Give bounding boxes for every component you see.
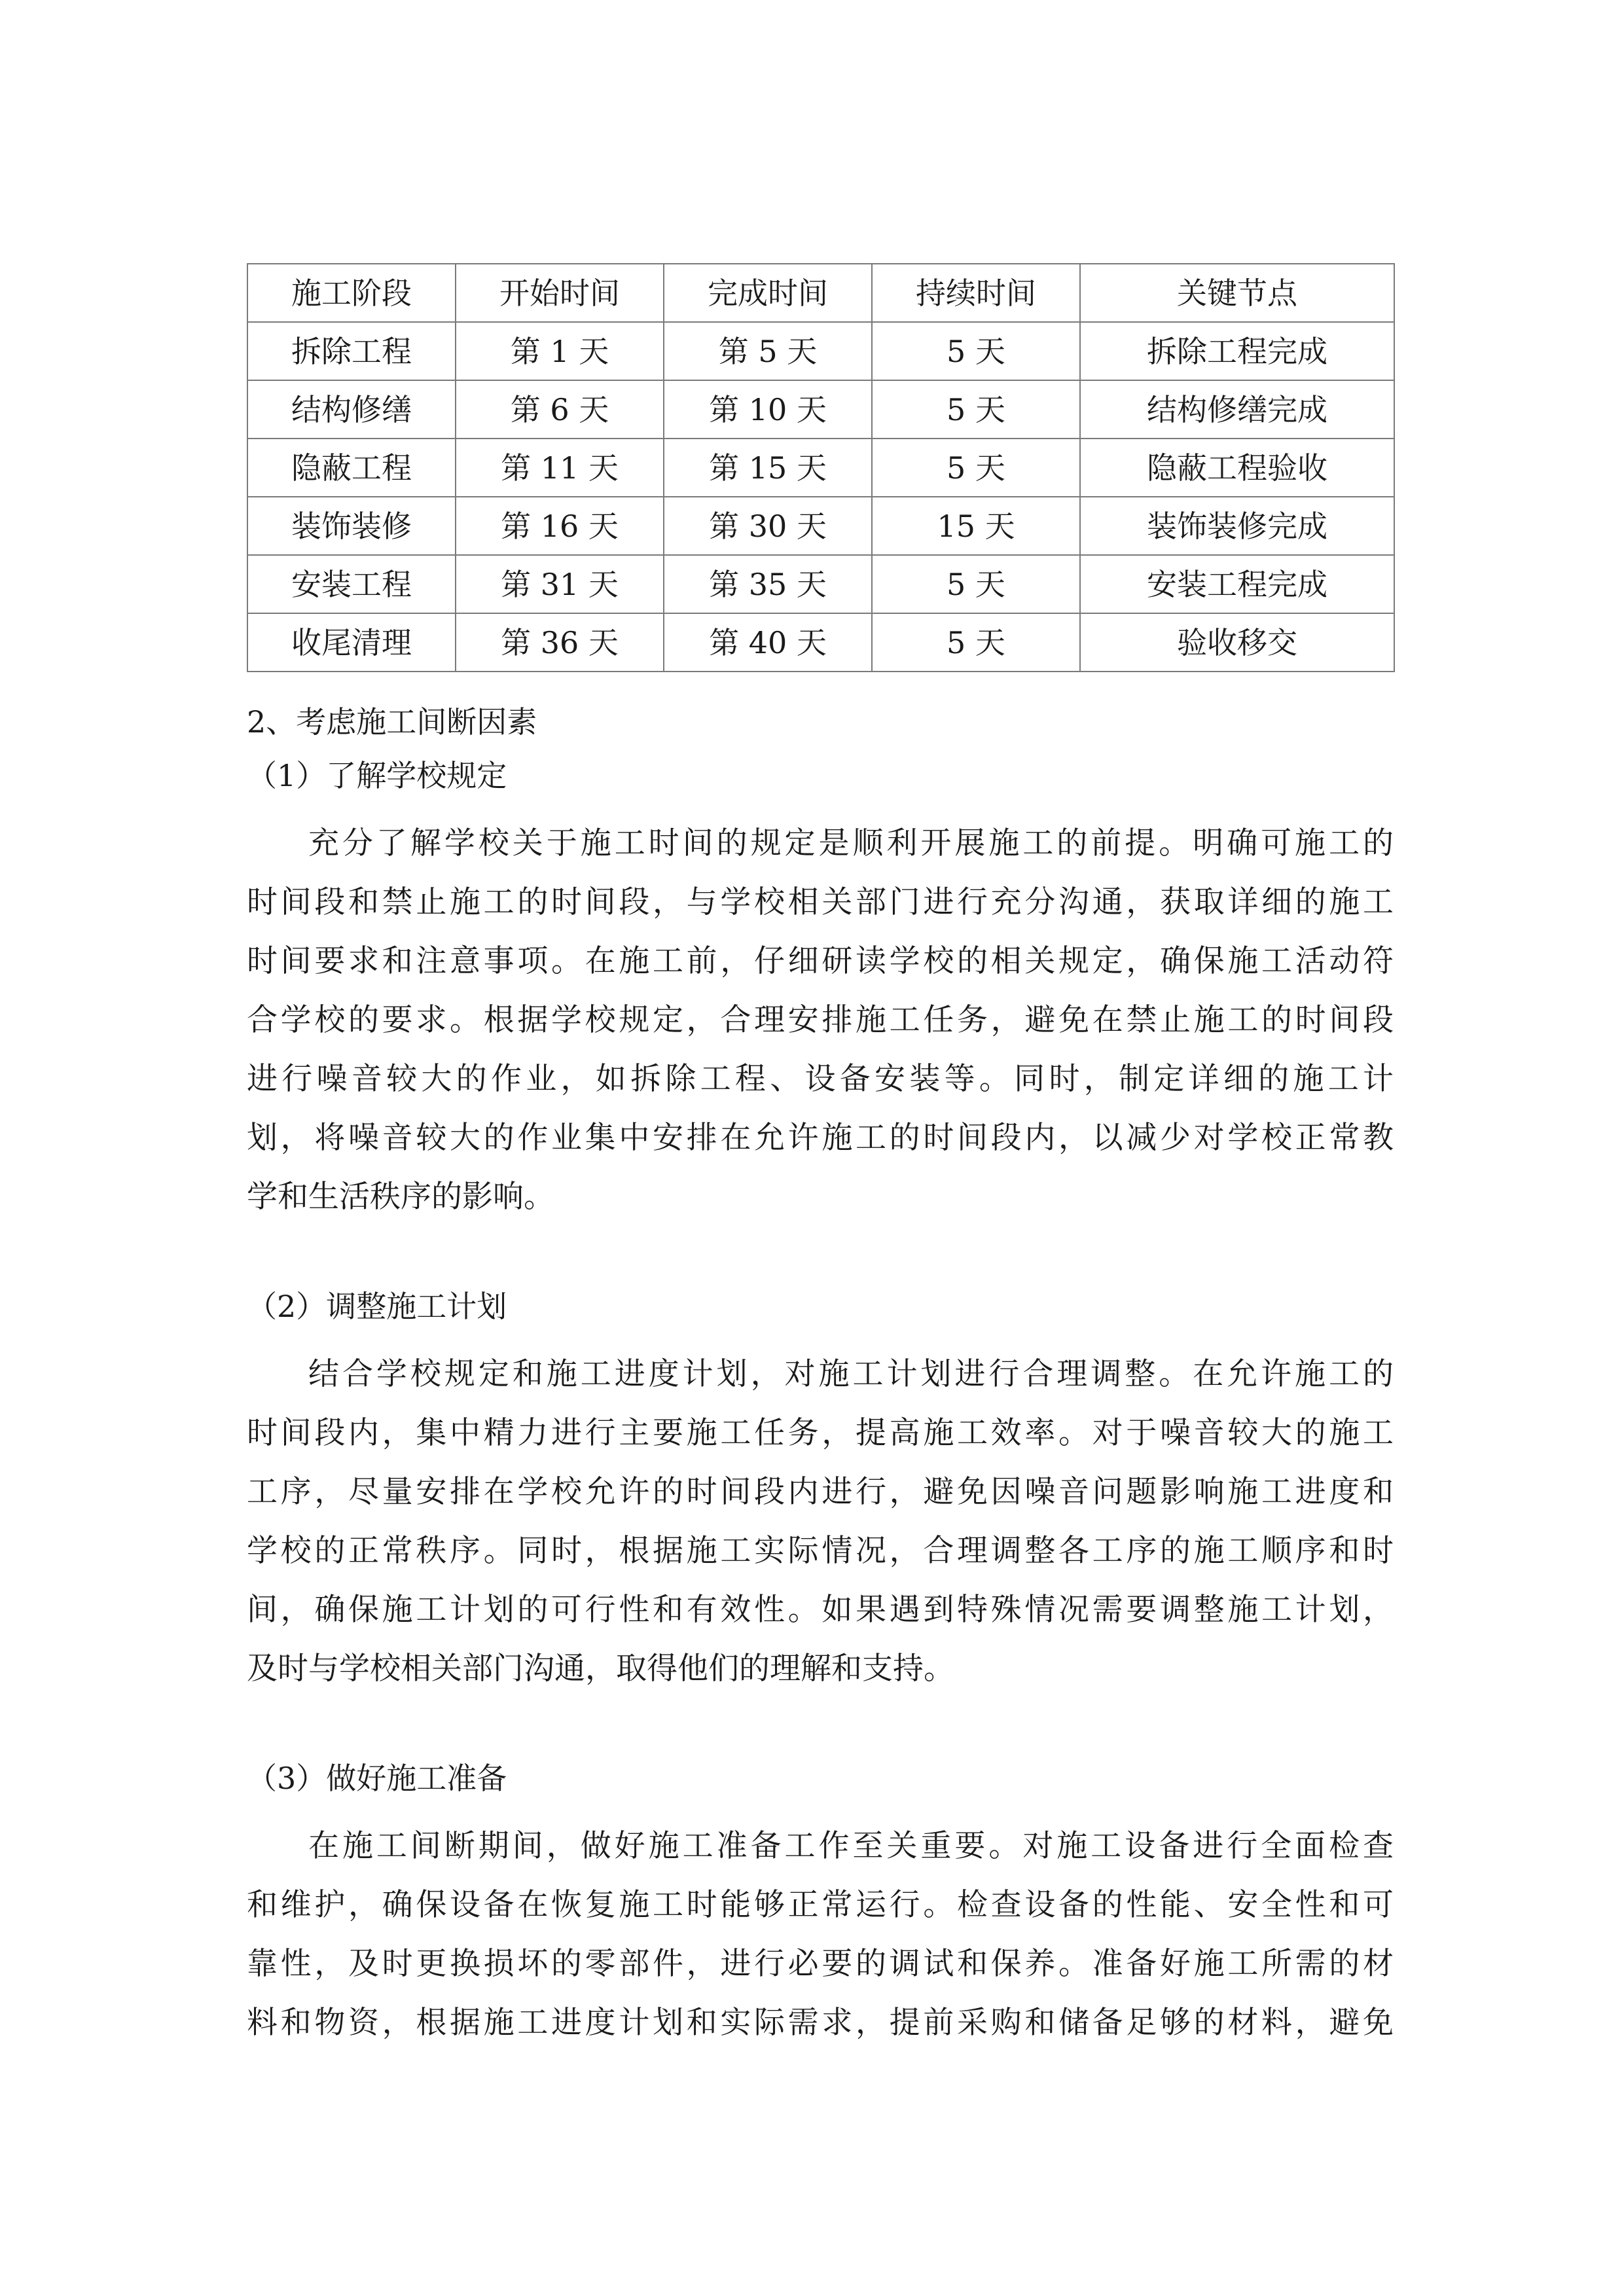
- paragraph-line: 进行噪音较大的作业，如拆除工程、设备安装等。同时，制定详细的施工计: [247, 1061, 1394, 1097]
- table-cell: 第 10 天: [664, 380, 872, 439]
- paragraph-line: 划，将噪音较大的作业集中安排在允许施工的时间段内，以减少对学校正常教: [247, 1120, 1394, 1156]
- header-cell-milestone: 关键节点: [1080, 264, 1394, 322]
- paragraph-line: 料和物资，根据施工进度计划和实际需求，提前采购和储备足够的材料，避免: [247, 2005, 1394, 2041]
- table-cell: 拆除工程: [247, 322, 456, 380]
- table-cell: 第 30 天: [664, 497, 872, 555]
- table-cell: 验收移交: [1080, 613, 1394, 672]
- paragraph-line: 时间要求和注意事项。在施工前，仔细研读学校的相关规定，确保施工活动符: [247, 943, 1394, 979]
- table-cell: 第 16 天: [456, 497, 664, 555]
- subsection-heading-2: （2）调整施工计划: [247, 1289, 507, 1324]
- table-cell: 隐蔽工程验收: [1080, 439, 1394, 497]
- table-cell: 15 天: [872, 497, 1080, 555]
- table-cell: 5 天: [872, 613, 1080, 672]
- table-cell: 安装工程完成: [1080, 555, 1394, 613]
- paragraph-line: 和维护，确保设备在恢复施工时能够正常运行。检查设备的性能、安全性和可: [247, 1887, 1394, 1923]
- paragraph-line: 在施工间断期间，做好施工准备工作至关重要。对施工设备进行全面检查: [308, 1828, 1394, 1864]
- table-cell: 5 天: [872, 322, 1080, 380]
- table-cell: 第 31 天: [456, 555, 664, 613]
- paragraph-line: 工序，尽量安排在学校允许的时间段内进行，避免因噪音问题影响施工进度和: [247, 1474, 1394, 1510]
- header-cell-start: 开始时间: [456, 264, 664, 322]
- paragraph-line: 充分了解学校关于施工时间的规定是顺利开展施工的前提。明确可施工的: [308, 825, 1394, 861]
- paragraph-line: 靠性，及时更换损坏的零部件，进行必要的调试和保养。准备好施工所需的材: [247, 1946, 1394, 1982]
- table-row: [247, 613, 1394, 672]
- paragraph-line: 时间段内，集中精力进行主要施工任务，提高施工效率。对于噪音较大的施工: [247, 1415, 1394, 1451]
- table-cell: 第 36 天: [456, 613, 664, 672]
- table-row: [247, 380, 1394, 439]
- table-cell: 5 天: [872, 380, 1080, 439]
- header-cell-end: 完成时间: [664, 264, 872, 322]
- table-cell: 拆除工程完成: [1080, 322, 1394, 380]
- paragraph-school-rules: [247, 814, 1394, 1227]
- table-cell: 收尾清理: [247, 613, 456, 672]
- paragraph-line: 学和生活秩序的影响。: [247, 1179, 554, 1215]
- table-cell: 第 40 天: [664, 613, 872, 672]
- paragraph-line: 时间段和禁止施工的时间段，与学校相关部门进行充分沟通，获取详细的施工: [247, 884, 1394, 920]
- table-cell: 装饰装修完成: [1080, 497, 1394, 555]
- subsection-heading-1: （1）了解学校规定: [247, 758, 507, 793]
- paragraph-line: 结合学校规定和施工进度计划，对施工计划进行合理调整。在允许施工的: [308, 1356, 1394, 1392]
- paragraph-line: 学校的正常秩序。同时，根据施工实际情况，合理调整各工序的施工顺序和时: [247, 1533, 1394, 1569]
- table-row: [247, 555, 1394, 613]
- subsection-heading-3: （3）做好施工准备: [247, 1761, 507, 1796]
- paragraph-line: 及时与学校相关部门沟通，取得他们的理解和支持。: [247, 1651, 954, 1687]
- table-cell: 第 15 天: [664, 439, 872, 497]
- table-cell: 第 35 天: [664, 555, 872, 613]
- paragraph-line: 间，确保施工计划的可行性和有效性。如果遇到特殊情况需要调整施工计划，: [247, 1592, 1394, 1628]
- table-row: [247, 322, 1394, 380]
- header-cell-duration: 持续时间: [872, 264, 1080, 322]
- table-cell: 第 6 天: [456, 380, 664, 439]
- paragraph-adjust-plan: [247, 1345, 1394, 1698]
- section-title: 2、考虑施工间断因素: [247, 704, 537, 740]
- table-cell: 结构修缮: [247, 380, 456, 439]
- header-cell-stage: 施工阶段: [247, 264, 456, 322]
- table-row: [247, 497, 1394, 555]
- table-cell: 5 天: [872, 439, 1080, 497]
- table-cell: 装饰装修: [247, 497, 456, 555]
- schedule-table: [247, 263, 1395, 672]
- table-cell: 第 11 天: [456, 439, 664, 497]
- paragraph-preparation: [247, 1817, 1394, 2053]
- table-cell: 5 天: [872, 555, 1080, 613]
- table-cell: 安装工程: [247, 555, 456, 613]
- table-cell: 结构修缮完成: [1080, 380, 1394, 439]
- table-row: [247, 439, 1394, 497]
- table-cell: 第 1 天: [456, 322, 664, 380]
- table-cell: 第 5 天: [664, 322, 872, 380]
- table-cell: 隐蔽工程: [247, 439, 456, 497]
- paragraph-line: 合学校的要求。根据学校规定，合理安排施工任务，避免在禁止施工的时间段: [247, 1002, 1394, 1038]
- table-header-row: [247, 264, 1394, 322]
